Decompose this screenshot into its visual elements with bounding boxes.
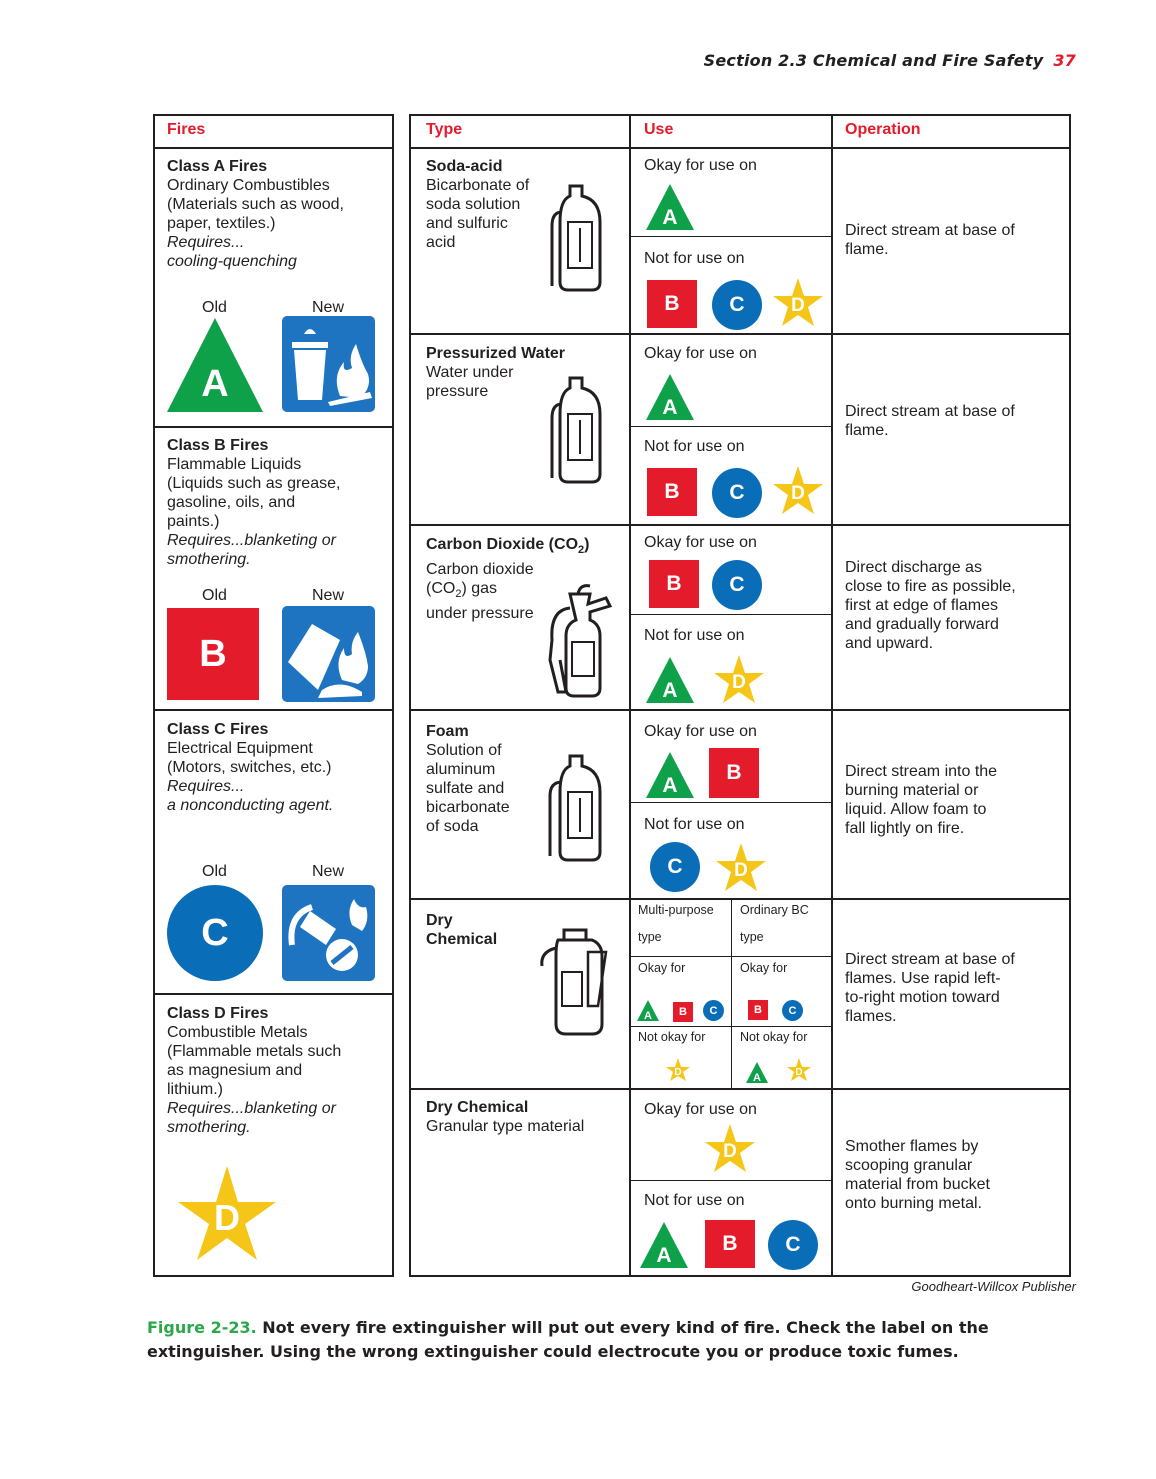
svg-text:D: D: [791, 483, 805, 504]
ordinary-bc-type-label: type: [740, 930, 764, 944]
foam-extinguisher-icon: [544, 752, 606, 864]
dry-chemical-type: Dry Chemical: [426, 912, 498, 948]
section-title: Section 2.3 Chemical and Fire Safety: [703, 51, 1044, 70]
class-c-plug-fire-icon: [282, 885, 375, 981]
circle-c-icon: C: [768, 1220, 818, 1270]
class-d-description: Class D Fires Combustible Metals (Flammable metals such as magnesium and lithium.) Requires...blanketing or smothering.: [167, 1004, 387, 1137]
class-d-title: Class D Fires: [167, 1005, 269, 1022]
class-d-star-icon: [178, 1166, 276, 1260]
class-b-new-label: New: [312, 587, 345, 604]
bc-not-label: Not okay for: [740, 1030, 808, 1044]
mp-okay-label: Okay for: [638, 961, 686, 975]
dry-chemical-operation: Direct stream at base of flames. Use rapid left- to-right motion toward flames.: [845, 951, 1015, 1025]
circle-c-icon: C: [703, 1000, 724, 1021]
class-b-can-fire-icon: [282, 606, 375, 702]
square-b-icon: B: [647, 280, 697, 328]
svg-text:A: A: [656, 1244, 672, 1267]
granular-not-label: Not for use on: [644, 1192, 745, 1209]
star-d-icon: [714, 655, 764, 703]
triangle-a-icon: [637, 1000, 659, 1021]
svg-text:A: A: [662, 774, 678, 797]
svg-text:D: D: [674, 1067, 682, 1078]
running-header: [704, 51, 1076, 70]
pressurized-water-not-label: Not for use on: [644, 438, 745, 455]
star-d-icon: [716, 843, 766, 891]
class-a-title: Class A Fires: [167, 158, 268, 175]
triangle-a-icon: [646, 374, 694, 420]
dry-chemical-extinguisher-icon: [536, 926, 616, 1040]
star-d-icon: [705, 1124, 755, 1172]
co2-extinguisher-icon: [530, 580, 622, 700]
mp-not-label: Not okay for: [638, 1030, 706, 1044]
class-c-title: Class C Fires: [167, 721, 269, 738]
star-d-icon: [787, 1058, 811, 1081]
svg-text:A: A: [662, 206, 678, 229]
class-a-triangle-icon: [167, 318, 263, 412]
square-b-icon: B: [705, 1220, 755, 1268]
class-b-square-icon: B: [167, 608, 259, 700]
triangle-a-icon: [640, 1222, 688, 1268]
dry-chemical-granular-type: Dry Chemical Granular type material: [426, 1099, 585, 1135]
use-column-header: Use: [644, 121, 674, 138]
class-a-trash-fire-icon: [282, 316, 375, 412]
square-b-icon: B: [748, 1000, 768, 1020]
svg-text:A: A: [753, 1072, 761, 1083]
class-c-description: Class C Fires Electrical Equipment (Motors, switches, etc.) Requires... a nonconducting agent.: [167, 720, 387, 815]
class-c-circle-icon: C: [167, 885, 263, 981]
star-d-icon: [773, 466, 823, 514]
circle-c-icon: C: [712, 560, 762, 610]
triangle-a-icon: [646, 184, 694, 230]
triangle-a-icon: [646, 657, 694, 703]
co2-okay-label: Okay for use on: [644, 534, 757, 551]
square-b-icon: B: [709, 748, 759, 798]
pressurized-water-okay-label: Okay for use on: [644, 345, 757, 362]
svg-text:A: A: [644, 1010, 652, 1021]
class-a-description: Class A Fires Ordinary Combustibles (Materials such as wood, paper, textiles.) Requires... cooling-quenching: [167, 157, 387, 271]
foam-not-label: Not for use on: [644, 816, 745, 833]
granular-operation: Smother flames by scooping granular material from bucket onto burning metal.: [845, 1138, 990, 1212]
soda-acid-not-label: Not for use on: [644, 250, 745, 267]
multi-purpose-type-label: type: [638, 930, 662, 944]
star-d-icon: [666, 1058, 690, 1081]
square-b-icon: B: [673, 1002, 693, 1022]
soda-acid-type: Soda-acid Bicarbonate of soda solution and sulfuric acid: [426, 158, 530, 251]
class-b-old-label: Old: [202, 587, 227, 604]
svg-text:D: D: [723, 1141, 737, 1162]
class-b-title: Class B Fires: [167, 437, 269, 454]
pressurized-water-operation: Direct stream at base of flame.: [845, 403, 1015, 439]
class-b-description: Class B Fires Flammable Liquids (Liquids such as grease, gasoline, oils, and paints.) Requires...blanketing or smothering.: [167, 436, 387, 569]
square-b-icon: B: [649, 560, 699, 608]
co2-not-label: Not for use on: [644, 627, 745, 644]
pressurized-water-extinguisher-icon: [548, 374, 606, 486]
svg-text:A: A: [201, 363, 229, 405]
svg-text:A: A: [662, 679, 678, 702]
circle-c-icon: C: [650, 842, 700, 892]
figure-number: Figure 2-23.: [147, 1318, 257, 1337]
svg-text:D: D: [732, 672, 746, 693]
ordinary-bc-label: Ordinary BC: [740, 903, 809, 917]
class-a-old-label: Old: [202, 299, 227, 316]
fires-heading: Fires: [167, 121, 206, 138]
foam-type: Foam Solution of aluminum sulfate and bicarbonate of soda: [426, 723, 510, 835]
multi-purpose-label: Multi-purpose: [638, 903, 714, 917]
co2-type: Carbon Dioxide $(CO_2)$ Carbon dioxide $(CO_2)$ gas under pressure: [426, 536, 590, 623]
svg-text:D: D: [214, 1197, 240, 1238]
svg-text:D: D: [791, 295, 805, 316]
svg-text:A: A: [662, 396, 678, 419]
soda-acid-extinguisher-icon: [548, 182, 606, 294]
foam-operation: Direct stream into the burning material or liquid. Allow foam to fall lightly on fire.: [845, 763, 998, 837]
granular-okay-label: Okay for use on: [644, 1101, 757, 1118]
figure-caption: [147, 1316, 1047, 1364]
circle-c-icon: C: [712, 280, 762, 330]
class-a-new-label: New: [312, 299, 345, 316]
triangle-a-icon: [646, 752, 694, 798]
class-c-new-label: New: [312, 863, 345, 880]
square-b-icon: B: [647, 468, 697, 516]
bc-okay-label: Okay for: [740, 961, 788, 975]
foam-okay-label: Okay for use on: [644, 723, 757, 740]
soda-acid-okay-label: Okay for use on: [644, 157, 757, 174]
svg-text:D: D: [795, 1067, 803, 1078]
publisher-credit: Goodheart-Willcox Publisher: [911, 1279, 1076, 1294]
type-column-header: Type: [426, 121, 463, 138]
pressurized-water-type: Pressurized Water Water under pressure: [426, 345, 566, 400]
circle-c-icon: C: [782, 1000, 803, 1021]
page-number: 37: [1053, 51, 1076, 70]
soda-acid-operation: Direct stream at base of flame.: [845, 222, 1015, 258]
circle-c-icon: C: [712, 468, 762, 518]
svg-text:D: D: [734, 860, 748, 881]
star-d-icon: [773, 278, 823, 326]
triangle-a-icon: [746, 1062, 768, 1083]
operation-column-header: Operation: [845, 121, 921, 138]
co2-operation: Direct discharge as close to fire as possible, first at edge of flames and gradually forward and upward.: [845, 559, 1016, 652]
caption-text: Not every fire extinguisher will put out every kind of fire. Check the label on the extinguisher. Using the wrong extinguisher could electrocute you or produce toxic fumes.: [147, 1318, 989, 1361]
class-c-old-label: Old: [202, 863, 227, 880]
